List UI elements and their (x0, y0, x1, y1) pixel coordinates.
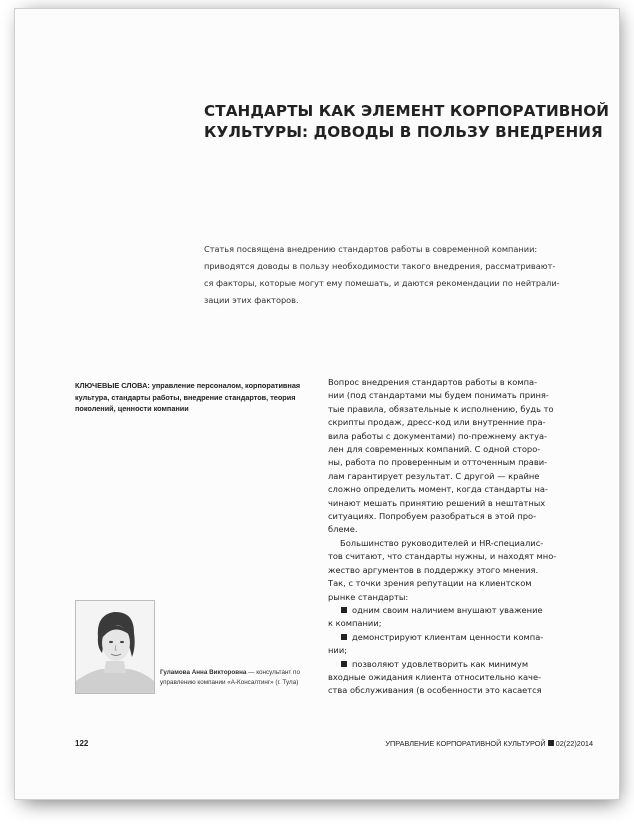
body-line: Вопрос внедрения стандартов работы в компа- (328, 377, 538, 387)
body-line: Большинство руководителей и HR-специалис- (340, 537, 544, 548)
body-line: к компании; (328, 618, 382, 629)
body-line: вила работы с документами) по-прежнему актуа- (328, 430, 548, 441)
article-title (204, 101, 610, 143)
article-abstract (204, 241, 580, 309)
page-number: 122 (75, 739, 89, 748)
abstract-line: Статья посвящена внедрению стандартов работы в современной компании: (204, 244, 538, 254)
article-body (328, 376, 574, 698)
body-line: ситуациях. Попробуем разобраться в этой про- (328, 511, 537, 522)
author-company: управлению компании «А-Консалтинг» (г. Тула) (160, 678, 299, 686)
body-line: сложно определить момент, когда стандарты на- (328, 484, 548, 495)
body-line: входные ожидания клиента относительно каче- (328, 671, 542, 682)
bullet-text: позволяют удовлетворить как минимум (352, 658, 529, 669)
bullet-square-icon (341, 634, 347, 640)
body-line: рынке стандарты: (328, 591, 409, 602)
journal-footer (385, 739, 593, 748)
body-line: нии; (328, 645, 348, 656)
bullet-square-icon (341, 661, 347, 667)
body-line: ны, работа по проверенным и отточенным прави- (328, 457, 548, 468)
title-line: СТАНДАРТЫ КАК ЭЛЕМЕНТ КОРПОРАТИВНОЙ (204, 102, 610, 120)
body-line: жество аргументов в поддержку этого мнения. (328, 564, 539, 575)
body-line: тов считают, что стандарты нужны, и находят мно- (328, 551, 557, 562)
body-line: лен для современных компаний. С одной сторо- (328, 444, 541, 455)
square-separator-icon (548, 740, 554, 746)
author-photo (75, 600, 155, 694)
title-line: КУЛЬТУРЫ: ДОВОДЫ В ПОЛЬЗУ ВНЕДРЕНИЯ (204, 123, 603, 141)
bullet-text: демонстрируют клиентам ценности компа- (352, 631, 544, 642)
body-line: нии (под стандартами мы будем понимать приня- (328, 390, 549, 401)
abstract-line: приводятся доводы в пользу необходимости такого внедрения, рассматривают- (204, 261, 556, 271)
body-line: блеме. (328, 524, 358, 535)
body-line: скрипты продаж, дресс-код или внутренние пра- (328, 417, 546, 428)
author-name: Гуламова Анна Викторовна (160, 669, 247, 676)
journal-issue: 02(22)2014 (555, 739, 593, 748)
bullet-text: одним своим наличием внушают уважение (352, 604, 543, 615)
bullet-item (328, 631, 574, 644)
author-portrait-icon (76, 601, 154, 693)
keywords-line: культура, стандарты работы, внедрение стандартов, теория (75, 392, 296, 402)
author-line (160, 668, 320, 678)
body-line: лам гарантирует результат. С другой — крайне (328, 470, 540, 481)
body-line: Так, с точки зрения репутации на клиентском (328, 578, 532, 589)
bullet-item (328, 604, 574, 617)
bullet-square-icon (341, 607, 347, 613)
body-line: чинают мешать принятию решений в нештатных (328, 497, 546, 508)
body-line: ства обслуживания (в особенности это касается (328, 685, 542, 696)
keywords-line: КЛЮЧЕВЫЕ СЛОВА: управление персоналом, корпоративная (75, 381, 301, 390)
author-caption (160, 668, 320, 687)
bullet-item (328, 658, 574, 671)
journal-name: УПРАВЛЕНИЕ КОРПОРАТИВНОЙ КУЛЬТУРОЙ (385, 739, 546, 748)
author-role: — консультант по (246, 669, 300, 676)
body-line: тые правила, обязательные к исполнению, будь то (328, 403, 554, 414)
abstract-line: ся факторы, которые могут ему помешать, и даются рекомендации по нейтрали- (204, 278, 560, 288)
keywords-line: поколений, ценности компании (75, 404, 189, 413)
abstract-line: зации этих факторов. (204, 295, 299, 305)
keywords-block (75, 380, 335, 415)
